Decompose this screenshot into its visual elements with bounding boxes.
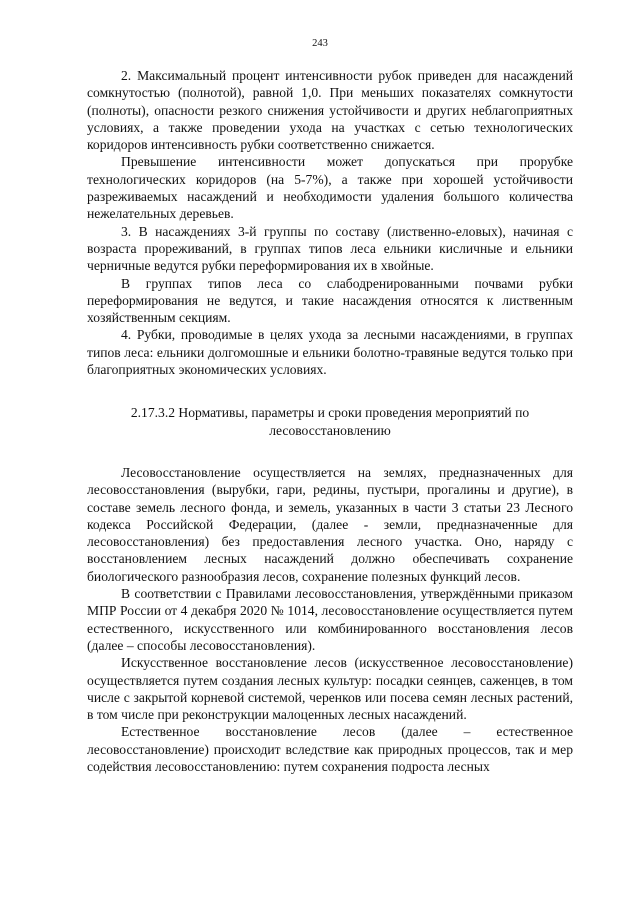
paragraph: 3. В насаждениях 3-й группы по составу (лиственно-еловых), начиная с возраста прореживаний, в группах типов леса ельники кисличные и ельники черничные ведутся рубки переформирования их в хвойные. [87,223,573,274]
paragraph: Естественное восстановление лесов (далее – естественное лесовосстановление) происходит вследствие как природных процессов, так и мер содействия лесовосстановлению: путем сохранения подроста лесных [87,724,573,774]
page-body [87,67,573,775]
spacer [87,439,573,464]
paragraph: Лесовосстановление осуществляется на землях, предназначенных для лесовосстановления (вырубки, гари, редины, пустыри, прогалины и другие), в составе земель лесного фонда, и земель, указанных в части 3 статьи 23 Лесного кодекса Российской Федерации, (далее - земли, предназначенные для лесовосстановления) без предоставления лесного участка. Оно, наряду с восстановлением лесных насаждений должно обеспечивать сохранение биологического разнообразия лесов, сохранение полезных функций лесов. [87,464,573,584]
paragraph: 4. Рубки, проводимые в целях ухода за лесными насаждениями, в группах типов леса: ельники долгомошные и ельники болотно-травяные ведутся только при благоприятных экономических условиях. [87,327,573,378]
spacer [87,378,573,404]
paragraph: 2. Максимальный процент интенсивности рубок приведен для насаждений сомкнутостью (полнотой), равной 1,0. При меньших показателях сомкнутости (полноты), опасности резкого снижения устойчивости и других неблагоприятных условиях, а также проведении ухода на участках с сетью технологических коридоров интенсивность рубки соответственно снижается. [87,68,573,153]
paragraph: Искусственное восстановление лесов (искусственное лесовосстановление) осуществляется путем создания лесных культур: посадки сеянцев, саженцев, в том числе с закрытой корневой системой, черенков или посева семян лесных растений, в том числе при реконструкции малоценных лесных насаждений. [87,655,573,723]
paragraph: В соответствии с Правилами лесовосстановления, утверждёнными приказом МПР России от 4 декабря 2020 № 1014, лесовосстановление осуществляется путем естественного, искусственного или комбинированного восстановления лесов (далее – способы лесовосстановления). [87,586,573,653]
paragraph: В группах типов леса со слабодренированными почвами рубки переформирования не ведутся, и такие насаждения относятся к лиственным хозяйственным секциям. [87,275,573,326]
section-heading: 2.17.3.2 Нормативы, параметры и сроки проведения мероприятий по лесовосстановлению [130,405,530,438]
paragraph: Превышение интенсивности может допускаться при прорубке технологических коридоров (на 5-7%), а также при хорошей устойчивости разреживаемых насаждений и необходимости удаления большого количества нежелательных деревьев. [87,154,573,222]
page-number: 243 [312,38,328,49]
